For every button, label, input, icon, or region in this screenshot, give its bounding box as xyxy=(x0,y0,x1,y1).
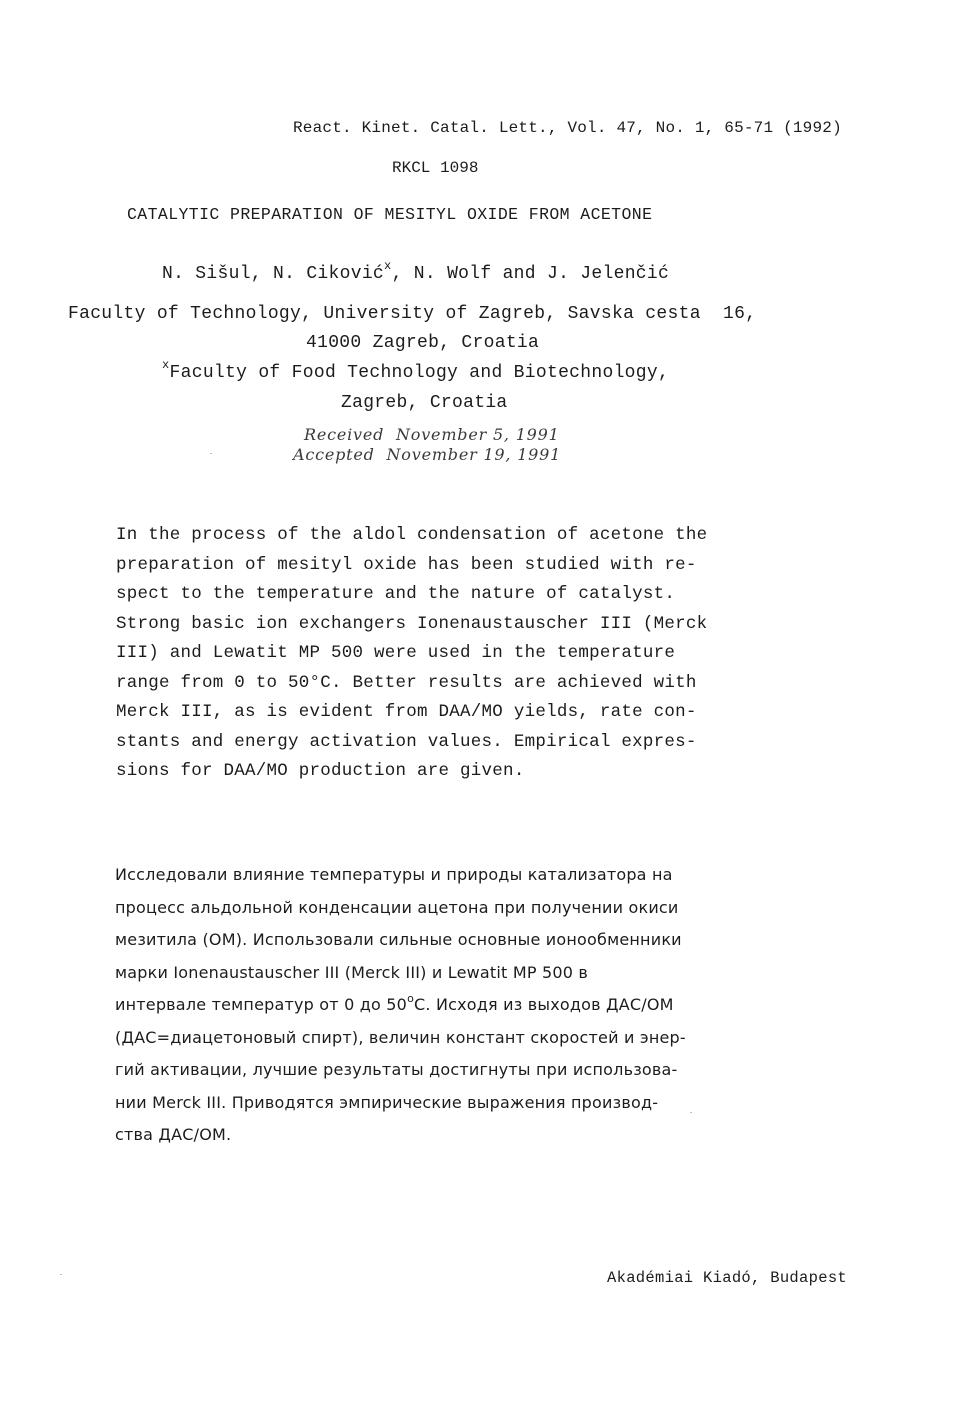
abstract-ru-line: (ДАС=диацетоновый спирт), величин констант скоростей и энер- xyxy=(115,1027,686,1047)
abstract-line: In the process of the aldol condensation of acetone the xyxy=(116,525,708,545)
affiliation-line-1: Faculty of Technology, University of Zagreb, Savska cesta 16, xyxy=(68,304,757,324)
authors-part-1: N. Sišul, N. Ciković xyxy=(162,264,385,284)
abstract-ru-line: процесс альдольной конденсации ацетона при получении окиси xyxy=(115,897,679,917)
abstract-english xyxy=(116,521,776,787)
affiliation-line-4: Zagreb, Croatia xyxy=(341,393,508,413)
author-list xyxy=(162,259,670,284)
article-title: CATALYTIC PREPARATION OF MESITYL OXIDE FROM ACETONE xyxy=(127,205,653,224)
abstract-ru-line: мезитила (ОМ). Использовали сильные основные ионообменники xyxy=(115,930,682,949)
affiliation-line-3 xyxy=(162,358,670,383)
abstract-line: preparation of mesityl oxide has been studied with re- xyxy=(116,554,697,575)
abstract-line: Merck III, as is evident from DAA/MO yields, rate con- xyxy=(116,702,697,722)
abstract-line: stants and energy activation values. Empirical expres- xyxy=(116,731,697,752)
abstract-ru-line: марки Ionenaustauscher III (Merck III) и Lewatit MP 500 в xyxy=(115,962,589,982)
journal-citation: React. Kinet. Catal. Lett., Vol. 47, No. 1, 65-71 (1992) xyxy=(293,119,842,137)
abstract-ru-line: Исследовали влияние температуры и природы катализатора на xyxy=(115,865,673,884)
abstract-ru-line-5-pre: интервале температур от 0 до 50 xyxy=(115,995,408,1014)
scan-speck xyxy=(210,453,212,454)
abstract-line: spect to the temperature and the nature of catalyst. xyxy=(116,584,676,604)
abstract-ru-line xyxy=(115,989,775,1022)
author-affiliation-mark: x xyxy=(384,259,392,273)
abstract-russian xyxy=(115,859,775,1152)
rkcl-id: RKCL 1098 xyxy=(392,159,479,177)
abstract-ru-line: ства ДАС/ОМ. xyxy=(115,1125,232,1144)
affiliation-mark: x xyxy=(162,358,170,372)
abstract-ru-line: нии Merck III. Приводятся эмпирические выражения производ- xyxy=(115,1092,659,1112)
degree-mark: o xyxy=(407,992,414,1005)
accepted-date: Accepted November 19, 1991 xyxy=(293,445,562,464)
abstract-ru-line-5-post: C. Исходя из выходов ДАС/ОМ xyxy=(414,995,674,1014)
abstract-line: sions for DAA/MO production are given. xyxy=(116,761,525,781)
scan-speck xyxy=(60,1274,62,1275)
publisher: Akadémiai Kiadó, Budapest xyxy=(607,1269,848,1287)
received-date: Received November 5, 1991 xyxy=(304,425,560,444)
abstract-ru-line: гий активации, лучшие результаты достигнуты при использова- xyxy=(115,1060,678,1079)
affiliation-line-2: 41000 Zagreb, Croatia xyxy=(306,333,540,353)
abstract-line: III) and Lewatit MP 500 were used in the temperature xyxy=(116,643,676,663)
affiliation-line-3-text: Faculty of Food Technology and Biotechnology, xyxy=(169,363,670,383)
abstract-line: range from 0 to 50°C. Better results are achieved with xyxy=(116,672,697,693)
authors-part-2: , N. Wolf and J. Jelenčić xyxy=(391,264,670,284)
abstract-line: Strong basic ion exchangers Ionenaustauscher III (Merck xyxy=(116,613,708,634)
scan-speck xyxy=(690,1112,692,1113)
